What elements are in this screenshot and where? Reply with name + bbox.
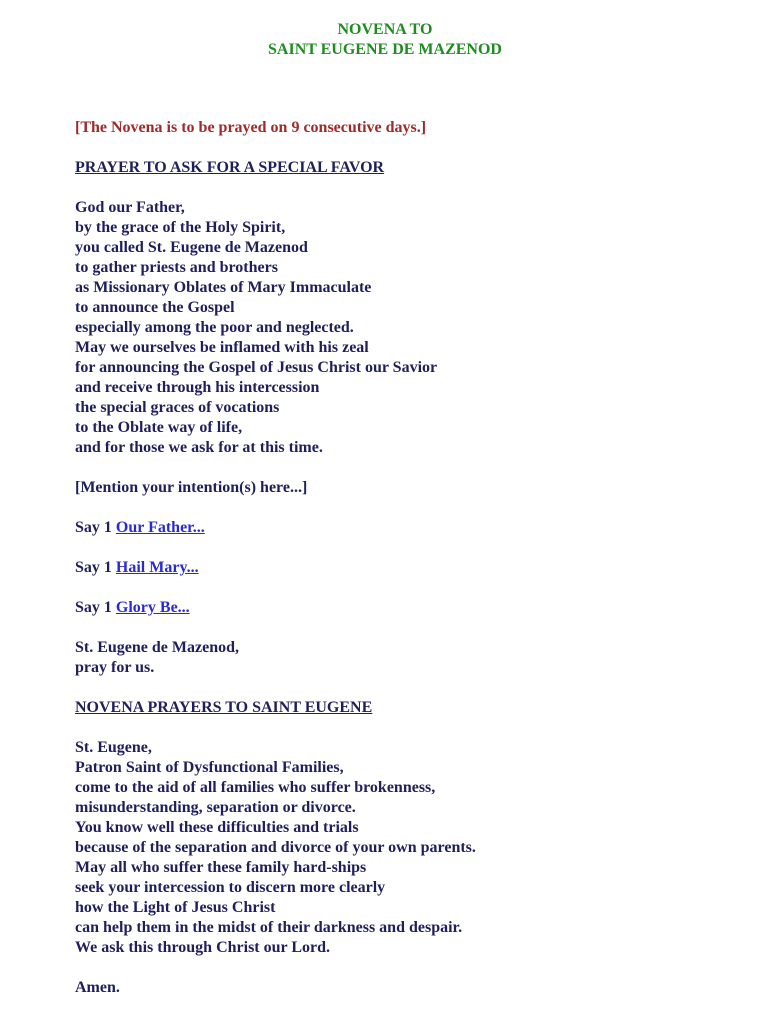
- prayer-line: because of the separation and divorce of your own parents.: [75, 839, 476, 856]
- prayer-line: God our Father,: [75, 199, 185, 216]
- prayer-line: how the Light of Jesus Christ: [75, 899, 276, 916]
- say-our-father: [75, 518, 755, 538]
- prayer-line: as Missionary Oblates of Mary Immaculate: [75, 279, 372, 296]
- prayer-line: can help them in the midst of their darkness and despair.: [75, 919, 463, 936]
- prayer-line: You know well these difficulties and trials: [75, 819, 359, 836]
- prayer-line: to the Oblate way of life,: [75, 419, 243, 436]
- prayer-novena: [75, 738, 755, 958]
- document-title: [0, 20, 768, 60]
- say-prefix: Say 1: [75, 559, 116, 576]
- title-line-2: SAINT EUGENE DE MAZENOD: [268, 41, 502, 58]
- prayer-line: to gather priests and brothers: [75, 259, 278, 276]
- prayer-line: May we ourselves be inflamed with his zeal: [75, 339, 369, 356]
- hail-mary-link[interactable]: Hail Mary...: [115, 559, 199, 576]
- prayer-line: and receive through his intercession: [75, 379, 320, 396]
- our-father-link[interactable]: Our Father...: [115, 519, 205, 536]
- closing-amen: Amen.: [75, 979, 120, 996]
- prayer-line: misunderstanding, separation or divorce.: [75, 799, 356, 816]
- prayer-line: to announce the Gospel: [75, 299, 235, 316]
- say-prefix: Say 1: [75, 599, 116, 616]
- prayer-line: by the grace of the Holy Spirit,: [75, 219, 286, 236]
- title-line-1: NOVENA TO: [337, 21, 433, 38]
- prayer-line: and for those we ask for at this time.: [75, 439, 323, 456]
- section-heading-novena-prayers: NOVENA PRAYERS TO SAINT EUGENE: [75, 699, 373, 716]
- section-heading-special-favor: PRAYER TO ASK FOR A SPECIAL FAVOR: [75, 159, 385, 176]
- prayer-special-favor: [75, 198, 755, 458]
- prayer-line: We ask this through Christ our Lord.: [75, 939, 331, 956]
- prayer-line: May all who suffer these family hard-ships: [75, 859, 367, 876]
- intention-placeholder: [Mention your intention(s) here...]: [75, 479, 308, 496]
- invocation-line: pray for us.: [75, 659, 155, 676]
- prayer-line: especially among the poor and neglected.: [75, 319, 354, 336]
- say-hail-mary: [75, 558, 755, 578]
- prayer-line: come to the aid of all families who suffer brokenness,: [75, 779, 436, 796]
- prayer-line: you called St. Eugene de Mazenod: [75, 239, 308, 256]
- novena-note: [The Novena is to be prayed on 9 consecutive days.]: [75, 119, 427, 136]
- prayer-line: the special graces of vocations: [75, 399, 280, 416]
- document-body: [75, 118, 755, 998]
- prayer-line: St. Eugene,: [75, 739, 152, 756]
- glory-be-link[interactable]: Glory Be...: [115, 599, 190, 616]
- say-glory-be: [75, 598, 755, 618]
- prayer-line: Patron Saint of Dysfunctional Families,: [75, 759, 344, 776]
- prayer-line: for announcing the Gospel of Jesus Christ our Savior: [75, 359, 438, 376]
- invocation-line: St. Eugene de Mazenod,: [75, 639, 239, 656]
- say-prefix: Say 1: [75, 519, 116, 536]
- prayer-line: seek your intercession to discern more clearly: [75, 879, 386, 896]
